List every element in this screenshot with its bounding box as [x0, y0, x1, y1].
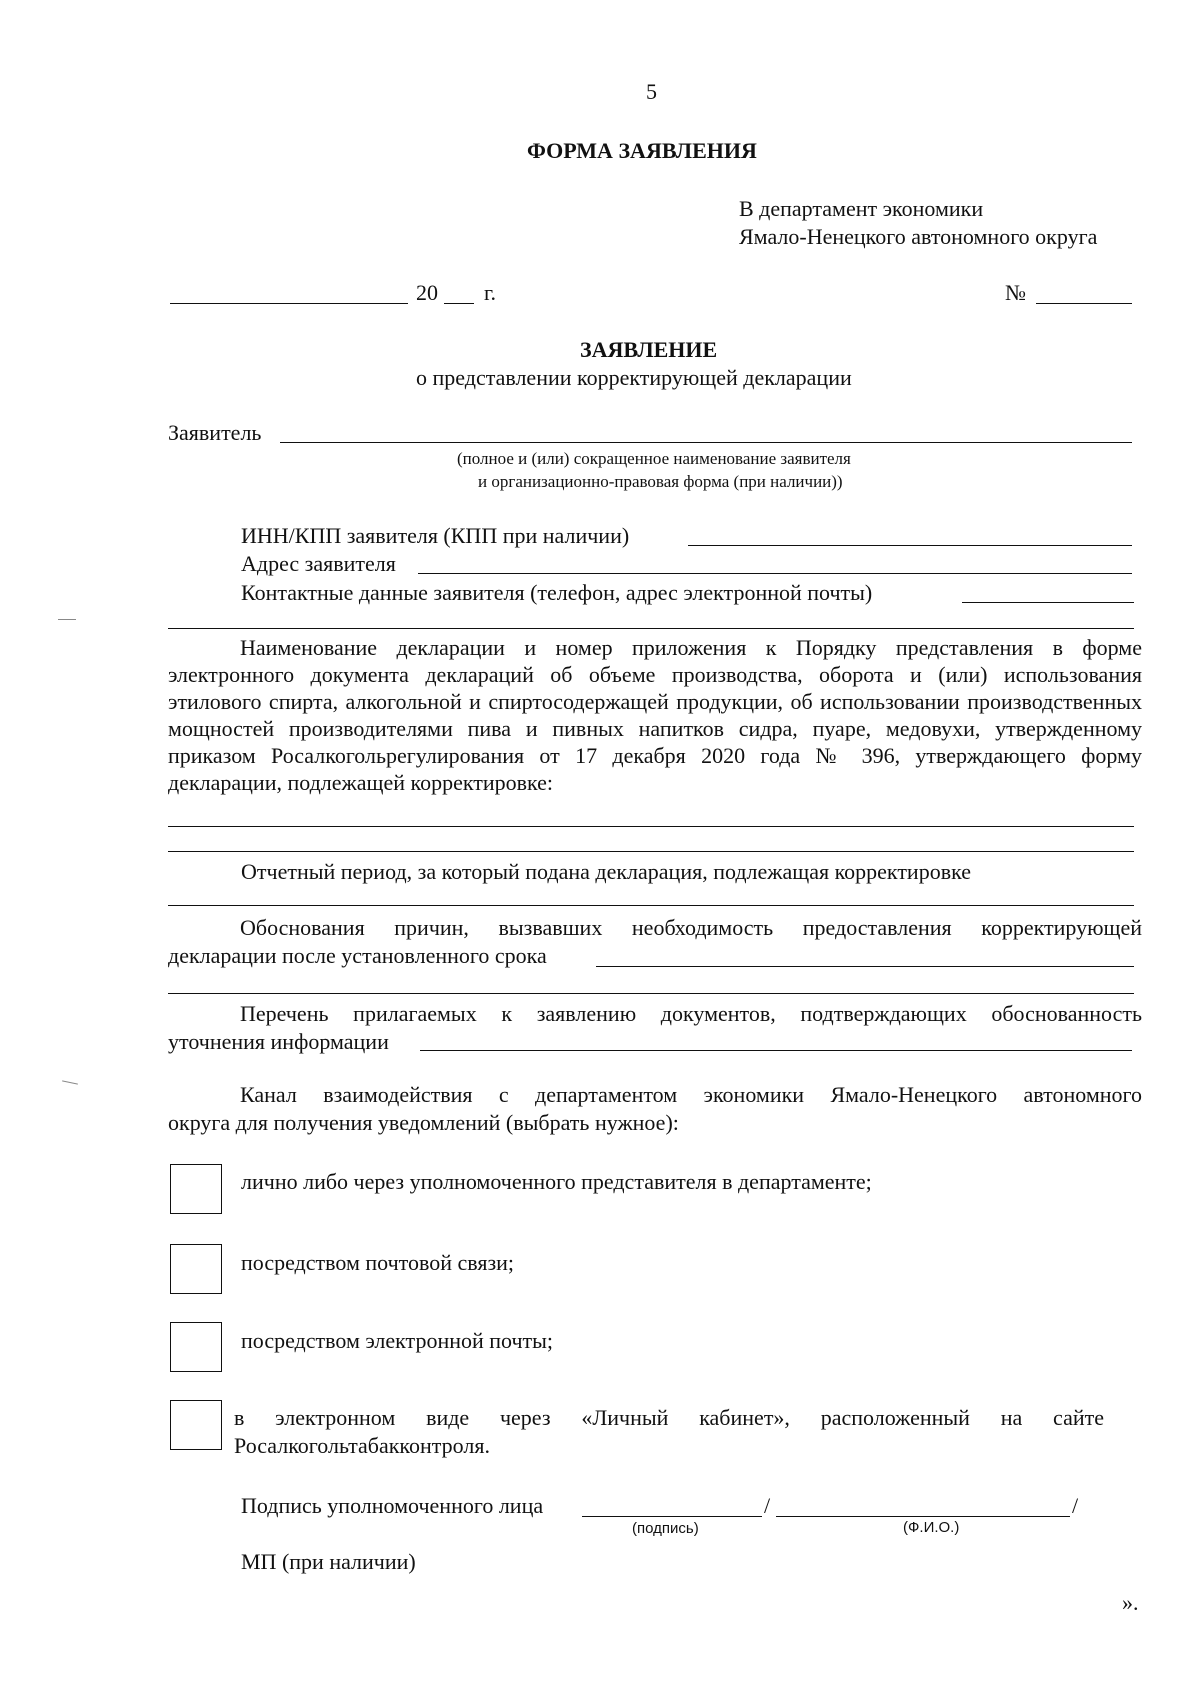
option-post-label: посредством почтовой связи;: [241, 1250, 515, 1275]
option-in-person-checkbox[interactable]: [170, 1164, 222, 1214]
address-label: Адрес заявителя: [241, 551, 396, 576]
page-number: 5: [646, 79, 657, 104]
applicant-label: Заявитель: [168, 420, 262, 445]
signature-label: Подпись уполномоченного лица: [241, 1493, 544, 1518]
channel-intro-tail: округа для получения уведомлений (выбрать нужное):: [168, 1110, 679, 1135]
number-blank[interactable]: [1036, 303, 1132, 304]
justification-text: Обоснования причин, вызвавших необходимость предоставления корректирующей: [240, 915, 1142, 940]
inn-kpp-blank[interactable]: [688, 545, 1132, 546]
channel-intro: Канал взаимодействия с департаментом экономики Ямало-Ненецкого автономного: [240, 1082, 1142, 1107]
applicant-hint-line2: и организационно-правовая форма (при наличии)): [478, 472, 843, 491]
declaration-text: Наименование декларации и номер приложения к Порядку представления в форме электронного документа деклараций об объеме производства, оборота и (или) использования этилового спирта, алкогольной и спиртосодержащей продукции, об использовании производственных мощностей производителями пива и пивных напитков сидра, пуаре, медовухи, утвержденному приказом Росалкогольрегулирования от 17 декабря 2020 года № 396, утверждающего форму декларации, подлежащей корректировке:: [168, 635, 1142, 795]
contacts-label: Контактные данные заявителя (телефон, адрес электронной почты): [241, 580, 873, 605]
date-year-blank[interactable]: [444, 303, 474, 304]
date-year-prefix: 20: [416, 280, 438, 305]
statement-subtitle: о представлении корректирующей декларации: [416, 365, 852, 390]
applicant-name-blank[interactable]: [280, 442, 1132, 443]
statement-title: ЗАЯВЛЕНИЕ: [580, 337, 718, 362]
option-post-checkbox[interactable]: [170, 1244, 222, 1294]
reporting-period-label: Отчетный период, за который подана декларация, подлежащая корректировке: [241, 859, 971, 884]
address-blank[interactable]: [418, 573, 1132, 574]
option-email-checkbox[interactable]: [170, 1322, 222, 1372]
scan-speck-1: [58, 619, 76, 620]
justification-blank-2[interactable]: [168, 993, 1134, 994]
documents-text: Перечень прилагаемых к заявлению документов, подтверждающих обоснованность: [240, 1001, 1142, 1026]
signature-blank[interactable]: [582, 1516, 762, 1517]
form-title: ФОРМА ЗАЯВЛЕНИЯ: [527, 138, 757, 163]
number-label: №: [1005, 280, 1026, 305]
date-day-month-blank[interactable]: [170, 303, 408, 304]
name-hint: (Ф.И.О.): [903, 1519, 960, 1536]
justification-tail: декларации после установленного срока: [168, 943, 547, 968]
inn-kpp-label: ИНН/КПП заявителя (КПП при наличии): [241, 523, 630, 548]
stamp-label: МП (при наличии): [241, 1549, 416, 1574]
closing-mark: ».: [1122, 1590, 1139, 1615]
signature-slash-2: /: [1072, 1493, 1079, 1518]
contacts-blank[interactable]: [962, 602, 1134, 603]
option-cabinet-checkbox[interactable]: [170, 1400, 222, 1450]
option-in-person-label: лично либо через уполномоченного представителя в департаменте;: [241, 1169, 872, 1194]
reporting-period-blank[interactable]: [168, 905, 1134, 906]
contacts-extra-blank[interactable]: [168, 628, 1134, 629]
date-year-suffix: г.: [484, 280, 497, 305]
documents-tail: уточнения информации: [168, 1029, 389, 1054]
signature-slash-1: /: [764, 1493, 771, 1518]
option-cabinet-label-tail: Росалкогольтабакконтроля.: [234, 1433, 490, 1458]
addressee-line2: Ямало-Ненецкого автономного округа: [739, 224, 1098, 249]
option-email-label: посредством электронной почты;: [241, 1328, 554, 1353]
declaration-blank-2[interactable]: [168, 851, 1134, 852]
declaration-blank-1[interactable]: [168, 826, 1134, 827]
documents-blank[interactable]: [420, 1050, 1132, 1051]
signature-hint: (подпись): [632, 1520, 699, 1537]
addressee-line1: В департамент экономики: [739, 196, 984, 221]
name-blank[interactable]: [776, 1516, 1070, 1517]
applicant-hint-line1: (полное и (или) сокращенное наименование заявителя: [457, 449, 851, 468]
justification-blank[interactable]: [596, 966, 1134, 967]
option-cabinet-label: в электронном виде через «Личный кабинет», расположенный на сайте: [234, 1405, 1104, 1430]
scan-speck-2: [62, 1080, 78, 1084]
